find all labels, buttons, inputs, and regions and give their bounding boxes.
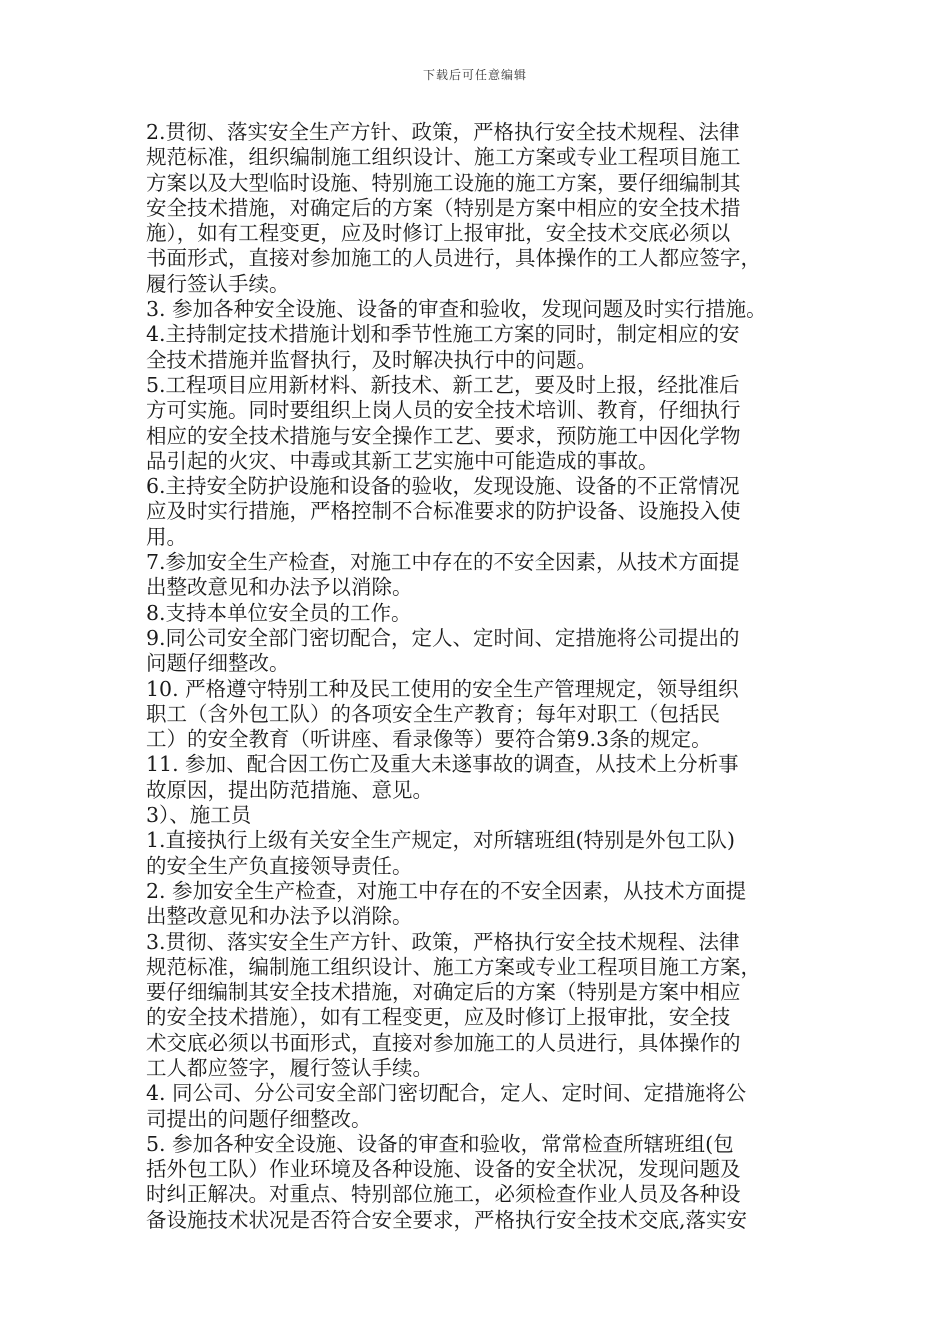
text-line: 方案以及大型临时设施、特别施工设施的施工方案，要仔细编制其 bbox=[146, 170, 741, 195]
text-line: 职工（含外包工队）的各项安全生产教育；每年对职工（包括民 bbox=[146, 701, 720, 726]
text-line: 备设施技术状况是否符合安全要求，严格执行安全技术交底,落实安 bbox=[146, 1207, 748, 1232]
text-line: 施），如有工程变更，应及时修订上报审批，安全技术交底必须以 bbox=[146, 221, 731, 246]
text-line: 10. 严格遵守特别工种及民工使用的安全生产管理规定，领导组织 bbox=[146, 676, 739, 701]
text-line: 8.支持本单位安全员的工作。 bbox=[146, 600, 412, 625]
text-line: 1.直接执行上级有关安全生产规定，对所辖班组(特别是外包工队) bbox=[146, 828, 736, 853]
text-line: 规范标准，组织编制施工组织设计、施工方案或专业工程项目施工 bbox=[146, 145, 741, 170]
text-line: 的安全生产负直接领导责任。 bbox=[146, 853, 413, 878]
text-line: 问题仔细整改。 bbox=[146, 651, 290, 676]
text-line: 6.主持安全防护设施和设备的验收，发现设施、设备的不正常情况 bbox=[146, 474, 740, 499]
text-line: 工）的安全教育（听讲座、看录像等）要符合第9.3条的规定。 bbox=[146, 727, 712, 752]
text-line: 书面形式，直接对参加施工的人员进行，具体操作的工人都应签字， bbox=[146, 246, 761, 271]
text-line: 安全技术措施，对确定后的方案（特别是方案中相应的安全技术措 bbox=[146, 195, 741, 220]
text-line: 时纠正解决。对重点、特别部位施工，必须检查作业人员及各种设 bbox=[146, 1182, 741, 1207]
text-line: 的安全技术措施），如有工程变更，应及时修订上报审批，安全技 bbox=[146, 1005, 731, 1030]
text-line: 规范标准，编制施工组织设计、施工方案或专业工程项目施工方案， bbox=[146, 954, 761, 979]
text-line: 用。 bbox=[146, 524, 187, 549]
page-header: 下载后可任意编辑 bbox=[422, 68, 527, 82]
text-line: 司提出的问题仔细整改。 bbox=[146, 1106, 372, 1131]
text-line: 方可实施。同时要组织上岗人员的安全技术培训、教育，仔细执行 bbox=[146, 398, 741, 423]
text-line: 相应的安全技术措施与安全操作工艺、要求，预防施工中因化学物 bbox=[146, 423, 741, 448]
text-line: 要仔细编制其安全技术措施，对确定后的方案（特别是方案中相应 bbox=[146, 980, 741, 1005]
text-line: 应及时实行措施，严格控制不合标准要求的防护设备、设施投入使 bbox=[146, 499, 741, 524]
text-line: 履行签认手续。 bbox=[146, 271, 290, 296]
text-line: 故原因，提出防范措施、意见。 bbox=[146, 777, 433, 802]
text-line: 2. 参加安全生产检查，对施工中存在的不安全因素，从技术方面提 bbox=[146, 878, 747, 903]
text-line: 出整改意见和办法予以消除。 bbox=[146, 575, 413, 600]
document-body bbox=[146, 120, 818, 1233]
text-line: 7.参加安全生产检查，对施工中存在的不安全因素，从技术方面提 bbox=[146, 550, 740, 575]
text-line: 2.贯彻、落实安全生产方针、政策，严格执行安全技术规程、法律 bbox=[146, 120, 740, 144]
text-line: 全技术措施并监督执行，及时解决执行中的问题。 bbox=[146, 347, 597, 372]
text-line: 出整改意见和办法予以消除。 bbox=[146, 904, 413, 929]
text-line: 括外包工队）作业环境及各种设施、设备的安全状况，发现问题及 bbox=[146, 1157, 741, 1182]
text-line: 4. 同公司、分公司安全部门密切配合，定人、定时间、定措施将公 bbox=[146, 1081, 747, 1106]
text-line: 3. 参加各种安全设施、设备的审查和验收，发现问题及时实行措施。 bbox=[146, 297, 767, 322]
text-line: 3.贯彻、落实安全生产方针、政策，严格执行安全技术规程、法律 bbox=[146, 929, 740, 954]
text-line: 品引起的火灾、中毒或其新工艺实施中可能造成的事故。 bbox=[146, 448, 659, 473]
text-line: 工人都应签字，履行签认手续。 bbox=[146, 1055, 433, 1080]
text-line: 9.同公司安全部门密切配合，定人、定时间、定措施将公司提出的 bbox=[146, 625, 740, 650]
text-line: 5. 参加各种安全设施、设备的审查和验收，常常检查所辖班组(包 bbox=[146, 1131, 734, 1156]
text-line: 术交底必须以书面形式，直接对参加施工的人员进行，具体操作的 bbox=[146, 1030, 741, 1055]
section-heading: 3）、施工员 bbox=[146, 803, 252, 828]
text-line: 4.主持制定技术措施计划和季节性施工方案的同时，制定相应的安 bbox=[146, 322, 740, 347]
text-line: 5.工程项目应用新材料、新技术、新工艺，要及时上报，经批准后 bbox=[146, 372, 740, 397]
text-line: 11. 参加、配合因工伤亡及重大未遂事故的调查，从技术上分析事 bbox=[146, 752, 739, 777]
